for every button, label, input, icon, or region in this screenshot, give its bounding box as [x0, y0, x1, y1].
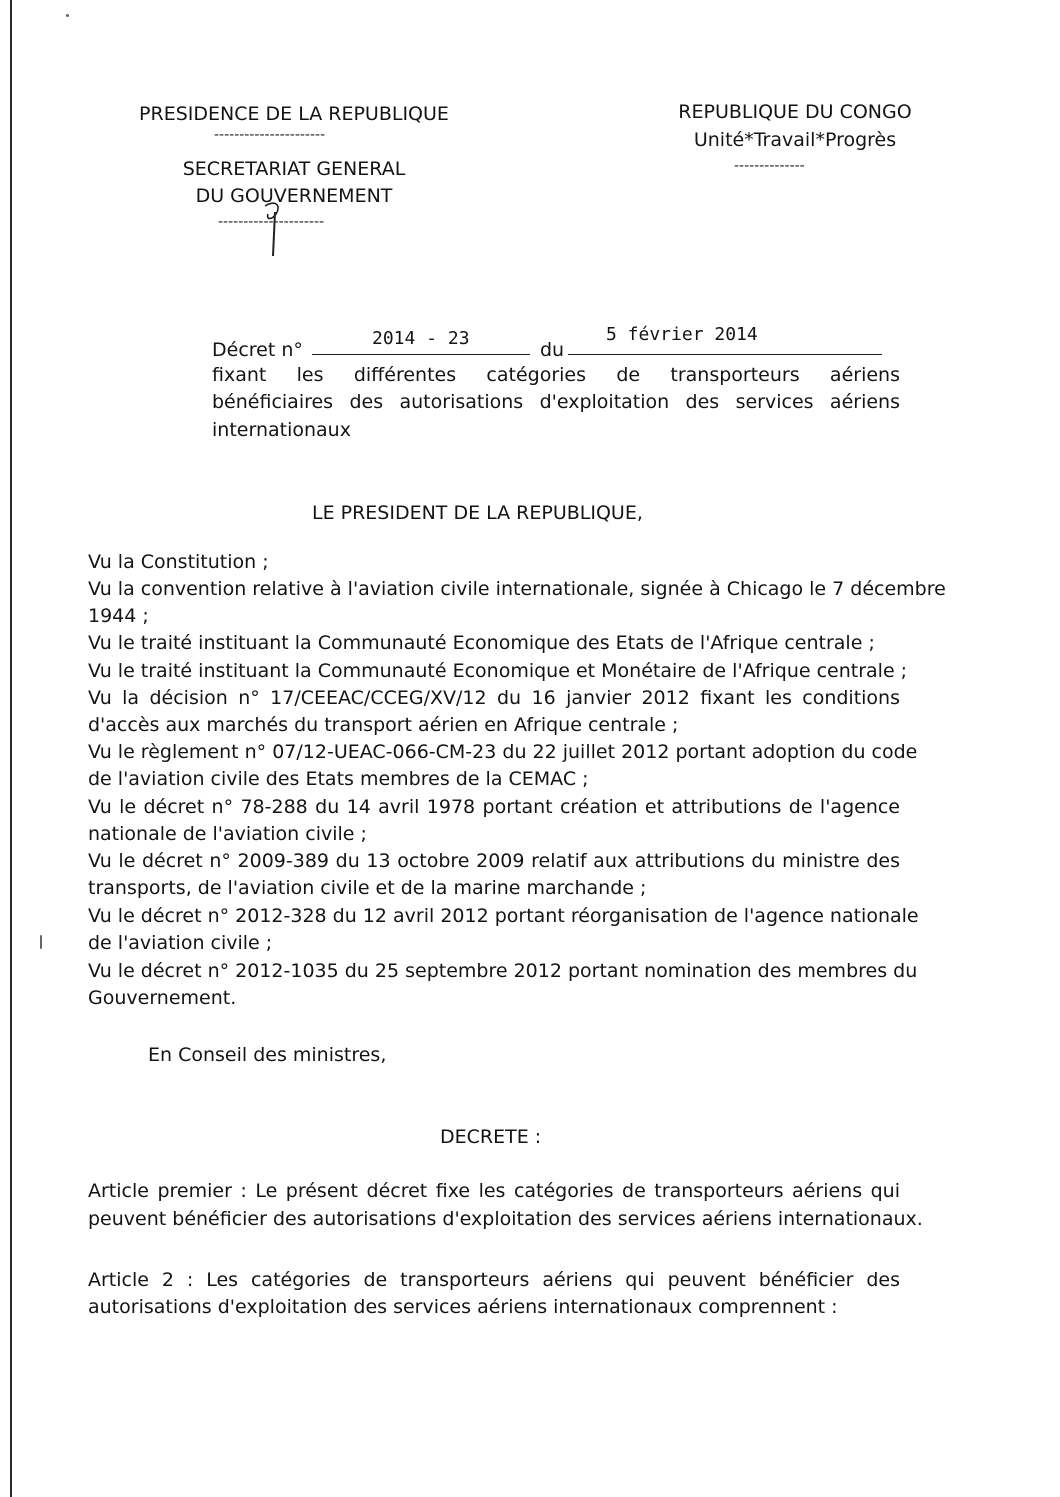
republique-title: REPUBLIQUE DU CONGO — [678, 101, 912, 123]
article-1-text-1: : Le présent décret fixe les catégories de transporteurs aériens qui — [231, 1180, 900, 1202]
article-2-text-1: : Les catégories de transporteurs aériens qui peuvent bénéficier des — [173, 1269, 900, 1291]
header-left-rule-1: ---------------------- — [214, 127, 326, 143]
decree-subject-line-2: bénéficiaires des autorisations d'exploitation des services aériens — [212, 391, 900, 413]
visa-line: Vu le traité instituant la Communauté Economique et Monétaire de l'Afrique centrale ; — [88, 660, 908, 682]
visa-line: transports, de l'aviation civile et de la marine marchande ; — [88, 877, 647, 899]
visa-line: Vu le décret n° 2012-328 du 12 avril 2012 portant réorganisation de l'agence nationale — [88, 905, 919, 927]
president-heading: LE PRESIDENT DE LA REPUBLIQUE, — [312, 502, 643, 524]
visa-line: d'accès aux marchés du transport aérien en Afrique centrale ; — [88, 714, 679, 736]
scan-edge-line — [10, 0, 12, 1497]
visa-line: de l'aviation civile ; — [88, 932, 273, 954]
article-2-label: Article 2 — [88, 1269, 174, 1291]
council-line: En Conseil des ministres, — [148, 1044, 387, 1066]
visa-line: Vu le décret n° 2009-389 du 13 octobre 2009 relatif aux attributions du ministre des — [88, 850, 900, 872]
gouvernement-title: DU GOUVERNEMENT — [195, 185, 393, 207]
decree-number-underline — [312, 354, 530, 355]
visa-line: Vu la Constitution ; — [88, 551, 269, 573]
visa-line: Vu la convention relative à l'aviation civile internationale, signée à Chicago le 7 décembre — [88, 578, 946, 600]
visa-line: Vu le décret n° 78-288 du 14 avril 1978 portant création et attributions de l'agence — [88, 796, 900, 818]
visa-line: 1944 ; — [88, 605, 149, 627]
decree-date-underline — [568, 354, 882, 355]
header-right-rule: -------------- — [734, 158, 805, 174]
visa-line: Vu le traité instituant la Communauté Economique des Etats de l'Afrique centrale ; — [88, 632, 875, 654]
presidence-title: PRESIDENCE DE LA REPUBLIQUE — [139, 103, 449, 125]
header-left-rule-2: --------------------- — [218, 214, 325, 230]
decree-date-label: du — [540, 339, 565, 361]
decree-subject-line-3: internationaux — [212, 419, 351, 441]
motto: Unité*Travail*Progrès — [693, 129, 897, 151]
article-2-line-1 — [88, 1269, 900, 1291]
visa-line: Gouvernement. — [88, 987, 237, 1009]
header-left-block — [100, 103, 488, 125]
scan-speck — [66, 14, 69, 17]
handwritten-initial-mark — [256, 198, 292, 260]
decrete-heading: DECRETE : — [440, 1126, 542, 1148]
decree-subject-line-1: fixant les différentes catégories de transporteurs aériens — [212, 364, 900, 386]
article-1-line-2: peuvent bénéficier des autorisations d'exploitation des services aériens internationaux. — [88, 1208, 923, 1230]
decree-number-label: Décret n° — [212, 339, 303, 361]
decree-date-value: 5 février 2014 — [606, 324, 758, 345]
visa-line: nationale de l'aviation civile ; — [88, 823, 367, 845]
visa-line: Vu la décision n° 17/CEEAC/CCEG/XV/12 du 16 janvier 2012 fixant les conditions — [88, 687, 900, 709]
article-1-line-1 — [88, 1180, 900, 1202]
decree-number-value: 2014 - 23 — [372, 328, 470, 349]
visa-line: Vu le décret n° 2012-1035 du 25 septembre 2012 portant nomination des membres du — [88, 960, 918, 982]
article-1-label: Article premier — [88, 1180, 232, 1202]
scan-speck — [40, 935, 42, 949]
visa-line: Vu le règlement n° 07/12-UEAC-066-CM-23 du 22 juillet 2012 portant adoption du code — [88, 741, 918, 763]
visa-line: de l'aviation civile des Etats membres de la CEMAC ; — [88, 768, 589, 790]
article-2-line-2: autorisations d'exploitation des services aériens internationaux comprennent : — [88, 1296, 838, 1318]
secretariat-title: SECRETARIAT GENERAL — [182, 158, 406, 180]
